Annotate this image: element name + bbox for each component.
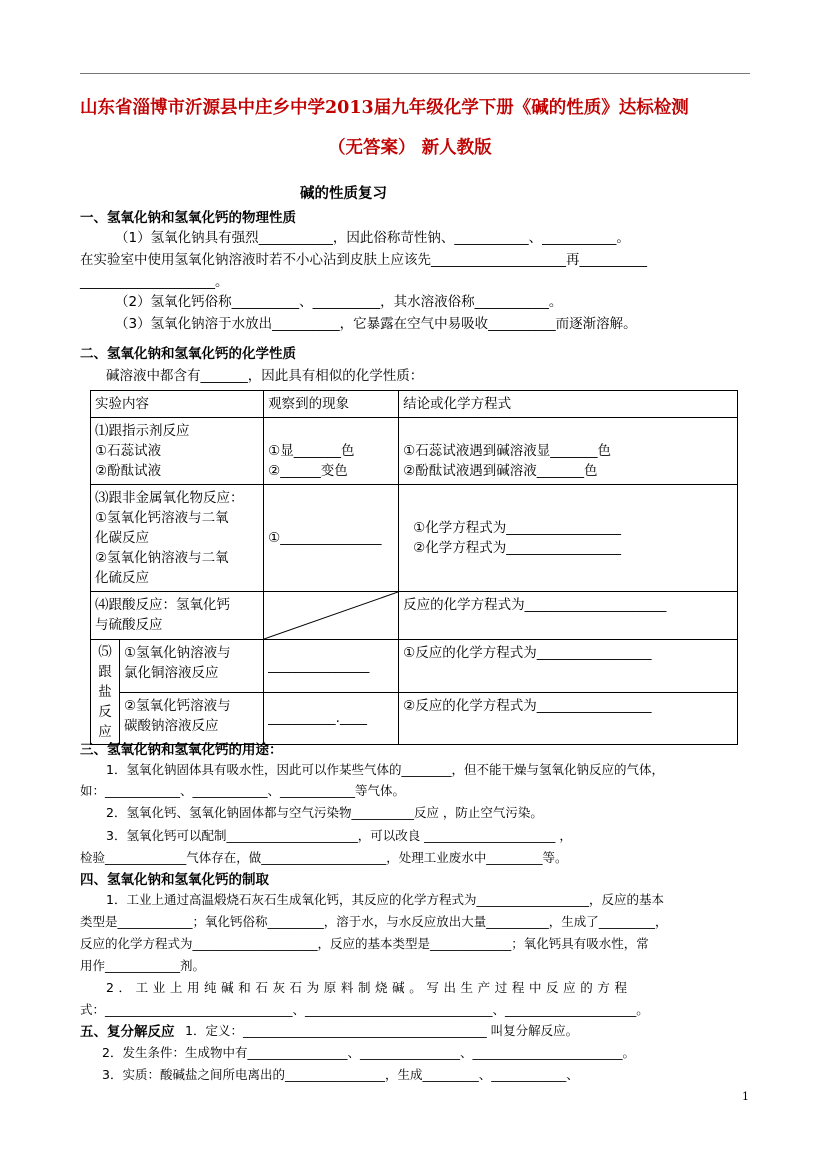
section1-line3: ____________________。 — [80, 274, 229, 290]
chemical-properties-table — [90, 390, 738, 745]
table-cell-diagonal — [264, 592, 399, 640]
section3-line1: 1．氢氧化钠固体具有吸水性，因此可以作某些气体的________，但不能干燥与氢氧化钠反应的气体， — [106, 762, 664, 777]
section4-line1: 1．工业上通过高温煅烧石灰石生成氧化钙，其反应的化学方程式为__________________，反应的基本 — [106, 892, 664, 907]
cell-line: ②______变色 — [268, 463, 348, 479]
label-char: 反 — [98, 704, 112, 720]
page-number: 1 — [742, 1090, 749, 1103]
table-row-indicator — [91, 418, 738, 485]
section3-line4: 3．氢氧化钙可以配制_____________________，可以改良 _____________________ ， — [106, 828, 572, 843]
section5-line1: 1．定义：_______________________________________ 叫复分解反应。 — [185, 1023, 579, 1038]
label-char: 应 — [98, 724, 112, 740]
table-cell — [264, 692, 399, 745]
salt-vertical-label — [91, 640, 120, 744]
cell-line: ②氢氧化钠溶液与二氧 — [95, 550, 229, 566]
cell-line: 碳酸钠溶液反应 — [124, 717, 219, 734]
cell-line: _______________ — [268, 657, 370, 674]
cell-line: ②氢氧化钙溶液与 — [124, 697, 231, 714]
cell-line: ①_______________ — [268, 530, 382, 546]
table-cell — [399, 640, 738, 693]
section3-line3: 2．氢氧化钙、氢氧化钠固体都与空气污染物__________反应 ，防止空气污染。 — [106, 805, 543, 820]
cell-line: 反应的化学方程式为_____________________ — [403, 597, 667, 613]
cell-line — [268, 421, 394, 441]
table-cell — [399, 692, 738, 745]
cell-line: ①石蕊试液遇到碱溶液显_______色 — [403, 443, 612, 459]
document-title-line2: （无答案） 新人教版 — [328, 138, 492, 158]
label-char: ⑸ — [98, 644, 112, 660]
table-cell — [91, 418, 264, 485]
cell-line: ②酚酞试液 — [95, 463, 162, 479]
cell-line: ①显_______色 — [268, 443, 355, 459]
section4-line6: 式：______________________________、______________________________、_____________________。 — [80, 1002, 649, 1017]
cell-line: ①石蕊试液 — [95, 443, 162, 459]
table-header-cell: 观察到的现象 — [264, 391, 399, 418]
section4-line4: 用作____________剂。 — [80, 958, 206, 973]
section4-line2: 类型是____________；氧化钙俗称_________，溶于水，与水反应放出大量__________，生成了_________， — [80, 914, 668, 929]
cell-line: ②化学方程式为_________________ — [413, 540, 622, 556]
cell-line: ⑷跟酸反应：氢氧化钙 — [95, 597, 230, 613]
cell-line: ①化学方程式为_________________ — [413, 520, 622, 536]
section4-line5: 2．工业上用纯碱和石灰石为原料制烧碱。写出生产过程中反应的方程 — [106, 980, 632, 995]
cell-line: ①反应的化学方程式为_________________ — [403, 645, 652, 661]
section4-heading: 四、氢氧化钠和氢氧化钙的制取 — [80, 872, 269, 888]
cell-line: 化碳反应 — [95, 530, 149, 546]
table-cell — [264, 418, 399, 485]
section3-line2: 如：____________、____________、____________等气体。 — [80, 783, 406, 798]
cell-line: ①氢氧化钙溶液与二氧 — [95, 510, 229, 526]
table-header-cell: 实验内容 — [91, 391, 264, 418]
document-title-line1: 山东省淄博市沂源县中庄乡中学2013届九年级化学下册《碱的性质》达标检测 — [80, 98, 689, 118]
section4-line3: 反应的化学方程式为____________________，反应的基本类型是_____________；氧化钙具有吸水性，常 — [80, 936, 649, 951]
diagonal-slash — [264, 592, 398, 639]
table-cell — [264, 485, 399, 592]
section5-heading: 五、复分解反应 — [80, 1024, 175, 1040]
table-cell — [120, 692, 264, 744]
cell-line: ⑴跟指示剂反应 — [95, 423, 190, 439]
table-row-salt-a — [91, 640, 738, 693]
cell-line: 与硫酸反应 — [95, 617, 163, 633]
section1-line2: 在实验室中使用氢氧化钠溶液时若不小心沾到皮肤上应该先____________________再__________ — [80, 252, 647, 268]
cell-line: __________.____ — [268, 710, 367, 727]
table-cell — [399, 418, 738, 485]
table-cell — [91, 485, 264, 592]
table-header-row — [91, 391, 738, 418]
cell-line: ②酚酞试液遇到碱溶液_______色 — [403, 463, 598, 479]
table-cell — [399, 485, 738, 592]
subtitle: 碱的性质复习 — [300, 186, 387, 202]
table-cell — [91, 592, 264, 640]
table-cell — [264, 640, 399, 693]
section5-line2: 2．发生条件：生成物中有________________、________________、________________________。 — [102, 1045, 635, 1060]
table-cell — [399, 592, 738, 640]
section2-intro: 碱溶液中都含有_______，因此具有相似的化学性质： — [106, 368, 424, 384]
cell-line: ①氢氧化钠溶液与 — [124, 645, 231, 661]
section5-line3: 3．实质：酸碱盐之间所电离出的________________，生成_________、____________、 — [102, 1067, 579, 1082]
section3-heading: 三、氢氧化钠和氢氧化钙的用途： — [80, 742, 283, 758]
section3-line5: 检验_____________气体存在，做____________________，处理工业废水中_________等。 — [80, 850, 568, 865]
cell-line: ②反应的化学方程式为_________________ — [403, 697, 652, 714]
table-row-acid — [91, 592, 738, 640]
table-header-cell: 结论或化学方程式 — [399, 391, 738, 418]
section2-heading: 二、氢氧化钠和氢氧化钙的化学性质 — [80, 346, 296, 362]
header-rule — [80, 73, 750, 74]
section1-line5: （3）氢氧化钠溶于水放出__________，它暴露在空气中易吸收__________而逐渐溶解。 — [115, 316, 637, 332]
label-char: 跟 — [98, 664, 112, 680]
table-cell — [120, 640, 264, 692]
section1-line1: （1）氢氧化钠具有强烈___________，因此俗称苛性钠、___________、___________。 — [115, 230, 630, 246]
section1-heading: 一、氢氧化钠和氢氧化钙的物理性质 — [80, 210, 296, 226]
table-row-nonmetal-oxide — [91, 485, 738, 592]
section1-line4: （2）氢氧化钙俗称__________、__________，其水溶液俗称___________。 — [115, 294, 563, 310]
cell-line — [403, 421, 733, 441]
table-cell-salt — [91, 640, 264, 745]
cell-line: ⑶跟非金属氧化物反应： — [95, 490, 244, 506]
label-char: 盐 — [98, 684, 112, 700]
cell-line: 氯化铜溶液反应 — [124, 665, 219, 681]
cell-line: 化硫反应 — [95, 570, 149, 586]
